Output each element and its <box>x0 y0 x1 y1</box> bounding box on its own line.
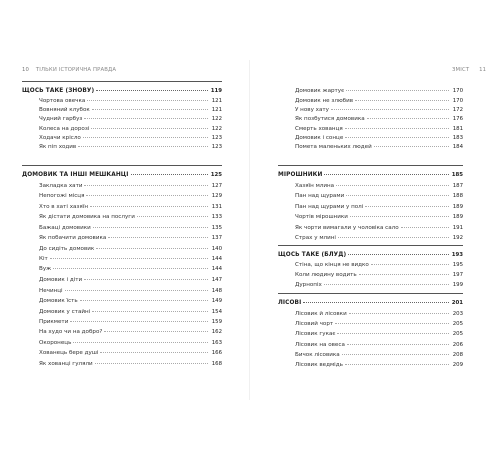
dot-leader <box>84 180 208 186</box>
dot-leader <box>348 249 449 255</box>
toc-entry-page: 201 <box>451 300 463 306</box>
toc-entry <box>22 359 222 367</box>
toc-entry-title: У нову хату <box>295 107 329 113</box>
dot-leader <box>337 328 449 334</box>
toc-entry-page: 195 <box>452 262 463 268</box>
toc-entry-title: Дурнопіх <box>295 282 322 288</box>
toc-entry-page: 154 <box>211 309 222 315</box>
toc-entry-title: Як позбутися домовика <box>295 116 365 122</box>
toc-entry-page: 187 <box>452 183 463 189</box>
toc-entry <box>22 202 222 210</box>
toc-entry-title: Пан над щурами у полі <box>295 204 364 210</box>
dot-leader <box>345 123 449 129</box>
toc-entry-title: Лісовик на овеса <box>295 342 345 348</box>
dot-leader <box>349 308 449 314</box>
toc-entry-page: 181 <box>452 126 463 132</box>
dot-leader <box>96 85 208 91</box>
toc-entry-page: 163 <box>211 340 222 346</box>
toc-entry-title: Як піп ходив <box>39 144 77 150</box>
toc-entry <box>278 191 463 199</box>
toc-entry-title: Домовик їсть <box>39 298 78 304</box>
toc-entry-title: Лісовик й лісовки <box>295 311 347 317</box>
toc-entry <box>22 181 222 189</box>
toc-entry-title: Як побачити домовика <box>39 235 107 241</box>
dot-leader <box>137 211 208 217</box>
toc-entry <box>278 360 463 368</box>
toc-entry <box>22 327 222 335</box>
toc-entry <box>278 96 463 104</box>
toc-entry-title: Окоронець <box>39 340 72 346</box>
toc-entry-title: Лісовий чорт <box>295 321 334 327</box>
toc-entry-title: Домовик і сонце <box>295 135 344 141</box>
section-rule <box>278 165 463 166</box>
dot-leader <box>338 232 449 238</box>
toc-entry-page: 144 <box>211 256 222 262</box>
toc-entry-title: Колеса на дорозі <box>39 126 90 132</box>
dot-leader <box>336 180 449 186</box>
toc-entry-title: Помета маленьких людей <box>295 144 372 150</box>
toc-entry <box>22 191 222 199</box>
toc-entry-page: 184 <box>452 144 463 150</box>
section-rule <box>278 293 463 294</box>
toc-entry <box>22 275 222 283</box>
toc-entry <box>278 260 463 268</box>
toc-entry <box>22 124 222 132</box>
toc-entry <box>22 254 222 262</box>
dot-leader <box>355 95 449 101</box>
toc-entry-title: ДОМОВИК ТА ІНШІ МЕШКАНЦІ <box>22 172 129 178</box>
toc-entry <box>278 270 463 278</box>
toc-entry-title: ЛІСОВІ <box>278 300 302 306</box>
toc-entry-page: 123 <box>211 144 222 150</box>
toc-entry-title: Прикмети <box>39 319 69 325</box>
dot-leader <box>346 85 449 91</box>
toc-entry-title: Пан над щурами <box>295 193 345 199</box>
toc-entry-page: 206 <box>452 342 463 348</box>
dot-leader <box>365 201 449 207</box>
toc-entry-page: 183 <box>452 135 463 141</box>
toc-entry <box>278 223 463 231</box>
toc-entry-title: Коли людину водить <box>295 272 357 278</box>
toc-entry <box>278 350 463 358</box>
dot-leader <box>131 169 208 175</box>
toc-section-entry <box>278 250 463 258</box>
toc-entry-page: 162 <box>211 329 222 335</box>
toc-entry <box>278 329 463 337</box>
dot-leader <box>78 141 208 147</box>
toc-entry-title: Лісовик гукає <box>295 331 336 337</box>
dot-leader <box>331 104 449 110</box>
dot-leader <box>70 316 208 322</box>
toc-entry <box>22 338 222 346</box>
dot-leader <box>84 274 208 280</box>
toc-entry-page: 149 <box>211 298 222 304</box>
toc-entry <box>278 202 463 210</box>
toc-entry-page: 137 <box>211 235 222 241</box>
toc-entry-page: 140 <box>211 246 222 252</box>
right-running-title: ЗМІСТ <box>452 67 470 73</box>
dot-leader <box>335 318 449 324</box>
dot-leader <box>324 169 449 175</box>
toc-entry-page: 129 <box>211 193 222 199</box>
toc-entry-page: 127 <box>211 183 222 189</box>
toc-entry-page: 168 <box>211 361 222 367</box>
toc-section-entry <box>278 170 463 178</box>
toc-entry-title: Чортів мірошники <box>295 214 348 220</box>
dot-leader <box>87 95 208 101</box>
toc-entry-title: Страх у млині <box>295 235 336 241</box>
toc-entry-title: Чортова овечка <box>39 98 86 104</box>
toc-entry-page: 166 <box>211 350 222 356</box>
toc-entry-title: Як дістати домовика на послуги <box>39 214 135 220</box>
toc-entry-title: Стіна, що кінця не видко <box>295 262 369 268</box>
toc-entry-page: 205 <box>452 331 463 337</box>
toc-entry <box>22 307 222 315</box>
toc-entry-title: Чудний гарбуз <box>39 116 83 122</box>
dot-leader <box>100 347 208 353</box>
dot-leader <box>95 358 208 364</box>
toc-entry <box>22 348 222 356</box>
toc-entry <box>22 317 222 325</box>
toc-entry-page: 170 <box>452 98 463 104</box>
toc-entry-page: 193 <box>451 252 463 258</box>
toc-entry-page: 189 <box>452 204 463 210</box>
toc-entry-title: На худо чи на добро? <box>39 329 103 335</box>
toc-entry-title: Непогожі місця <box>39 193 85 199</box>
toc-entry-title: Лісовик ведмідь <box>295 362 343 368</box>
dot-leader <box>83 132 208 138</box>
toc-entry <box>22 142 222 150</box>
dot-leader <box>359 269 449 275</box>
dot-leader <box>92 104 208 110</box>
toc-entry-title: Вовняний клубок <box>39 107 90 113</box>
toc-entry-page: 170 <box>452 88 463 94</box>
toc-entry-page: 203 <box>452 311 463 317</box>
toc-entry <box>278 212 463 220</box>
dot-leader <box>73 337 208 343</box>
toc-entry <box>278 133 463 141</box>
dot-leader <box>53 263 208 269</box>
toc-entry-title: Бажаці домовики <box>39 225 91 231</box>
toc-entry <box>22 223 222 231</box>
toc-entry <box>278 280 463 288</box>
toc-entry-page: 189 <box>452 214 463 220</box>
toc-entry <box>22 296 222 304</box>
toc-entry-page: 208 <box>452 352 463 358</box>
dot-leader <box>93 222 208 228</box>
toc-entry-page: 147 <box>211 277 222 283</box>
toc-entry-title: Як чорти вимагали у чоловіка сало <box>295 225 399 231</box>
toc-entry <box>22 105 222 113</box>
toc-section-entry <box>278 298 463 306</box>
dot-leader <box>346 190 449 196</box>
dot-leader <box>104 326 208 332</box>
toc-entry <box>278 309 463 317</box>
dot-leader <box>65 285 208 291</box>
toc-entry-title: Як хованці гуляли <box>39 361 93 367</box>
toc-entry-page: 133 <box>211 214 222 220</box>
toc-entry-title: Домовик і діти <box>39 277 83 283</box>
toc-entry-page: 121 <box>211 98 222 104</box>
dot-leader <box>401 222 449 228</box>
dot-leader <box>345 359 449 365</box>
toc-entry-title: Кіт <box>39 256 48 262</box>
toc-entry-title: Смерть хованця <box>295 126 343 132</box>
dot-leader <box>347 339 449 345</box>
toc-entry-title: Бичок лісовика <box>295 352 340 358</box>
toc-entry-title: Домовик не злюбив <box>295 98 354 104</box>
toc-entry-page: 191 <box>452 225 463 231</box>
toc-entry <box>22 264 222 272</box>
section-rule <box>22 81 222 82</box>
toc-entry-page: 188 <box>452 193 463 199</box>
toc-entry <box>278 124 463 132</box>
toc-entry-title: Нечинці <box>39 288 63 294</box>
left-page-number: 10 <box>22 67 30 73</box>
section-rule <box>278 245 463 246</box>
toc-entry <box>278 86 463 94</box>
toc-entry-title: Хазяїн млина <box>295 183 335 189</box>
toc-entry <box>22 212 222 220</box>
toc-entry-page: 192 <box>452 235 463 241</box>
toc-entry <box>22 244 222 252</box>
left-running-title: ТІЛЬКИ ІСТОРИЧНА ПРАВДА <box>35 67 117 73</box>
toc-entry-page: 121 <box>211 107 222 113</box>
toc-entry <box>22 233 222 241</box>
toc-entry-page: 209 <box>452 362 463 368</box>
toc-entry-title: Закладка хати <box>39 183 83 189</box>
toc-entry-title: Ходачи крісло <box>39 135 81 141</box>
dot-leader <box>92 306 208 312</box>
dot-leader <box>303 297 449 303</box>
toc-entry-page: 122 <box>211 116 222 122</box>
dot-leader <box>350 211 449 217</box>
dot-leader <box>345 132 449 138</box>
right-page-header <box>452 67 486 73</box>
toc-entry-page: 148 <box>211 288 222 294</box>
toc-entry-page: 123 <box>211 135 222 141</box>
dot-leader <box>324 279 449 285</box>
toc-entry <box>22 133 222 141</box>
toc-entry <box>22 286 222 294</box>
toc-entry-title: Хто в хаті хазяїн <box>39 204 88 210</box>
right-page-number: 11 <box>479 67 487 73</box>
toc-entry-page: 199 <box>452 282 463 288</box>
dot-leader <box>91 123 208 129</box>
dot-leader <box>90 201 208 207</box>
toc-entry-page: 197 <box>452 272 463 278</box>
section-rule <box>22 165 222 166</box>
toc-entry-title: Домовик у стайні <box>39 309 91 315</box>
toc-entry-page: 131 <box>211 204 222 210</box>
dot-leader <box>80 295 208 301</box>
toc-entry <box>22 96 222 104</box>
toc-entry-page: 144 <box>211 266 222 272</box>
toc-entry-page: 125 <box>210 172 222 178</box>
toc-entry-title: Хованець бере душі <box>39 350 99 356</box>
toc-entry <box>22 114 222 122</box>
dot-leader <box>367 113 449 119</box>
toc-entry-title: ЩОСЬ ТАКЕ (ЗНОВУ) <box>22 88 95 94</box>
dot-leader <box>108 232 208 238</box>
toc-entry <box>278 105 463 113</box>
toc-entry-page: 135 <box>211 225 222 231</box>
dot-leader <box>374 141 449 147</box>
dot-leader <box>96 243 208 249</box>
toc-entry <box>278 319 463 327</box>
left-page-header <box>22 67 116 73</box>
toc-entry-page: 205 <box>452 321 463 327</box>
page-gutter <box>249 60 250 400</box>
toc-entry-page: 172 <box>452 107 463 113</box>
toc-entry-title: Домовик жартує <box>295 88 345 94</box>
toc-entry-title: До сидіть домовик <box>39 246 95 252</box>
toc-section-entry <box>22 170 222 178</box>
toc-entry-title: ЩОСЬ ТАКЕ (БЛУД) <box>278 252 347 258</box>
toc-entry <box>278 340 463 348</box>
toc-entry <box>278 114 463 122</box>
toc-entry <box>278 142 463 150</box>
toc-entry-title: МІРОШНИКИ <box>278 172 323 178</box>
toc-entry-page: 176 <box>452 116 463 122</box>
toc-entry-page: 185 <box>451 172 463 178</box>
toc-entry <box>278 181 463 189</box>
dot-leader <box>342 349 449 355</box>
toc-entry-page: 122 <box>211 126 222 132</box>
dot-leader <box>371 259 449 265</box>
toc-entry-page: 119 <box>210 88 222 94</box>
toc-entry <box>278 233 463 241</box>
toc-entry-title: Вуж <box>39 266 52 272</box>
toc-section-entry <box>22 86 222 94</box>
toc-entry-page: 159 <box>211 319 222 325</box>
dot-leader <box>86 190 208 196</box>
dot-leader <box>50 253 208 259</box>
dot-leader <box>84 113 208 119</box>
